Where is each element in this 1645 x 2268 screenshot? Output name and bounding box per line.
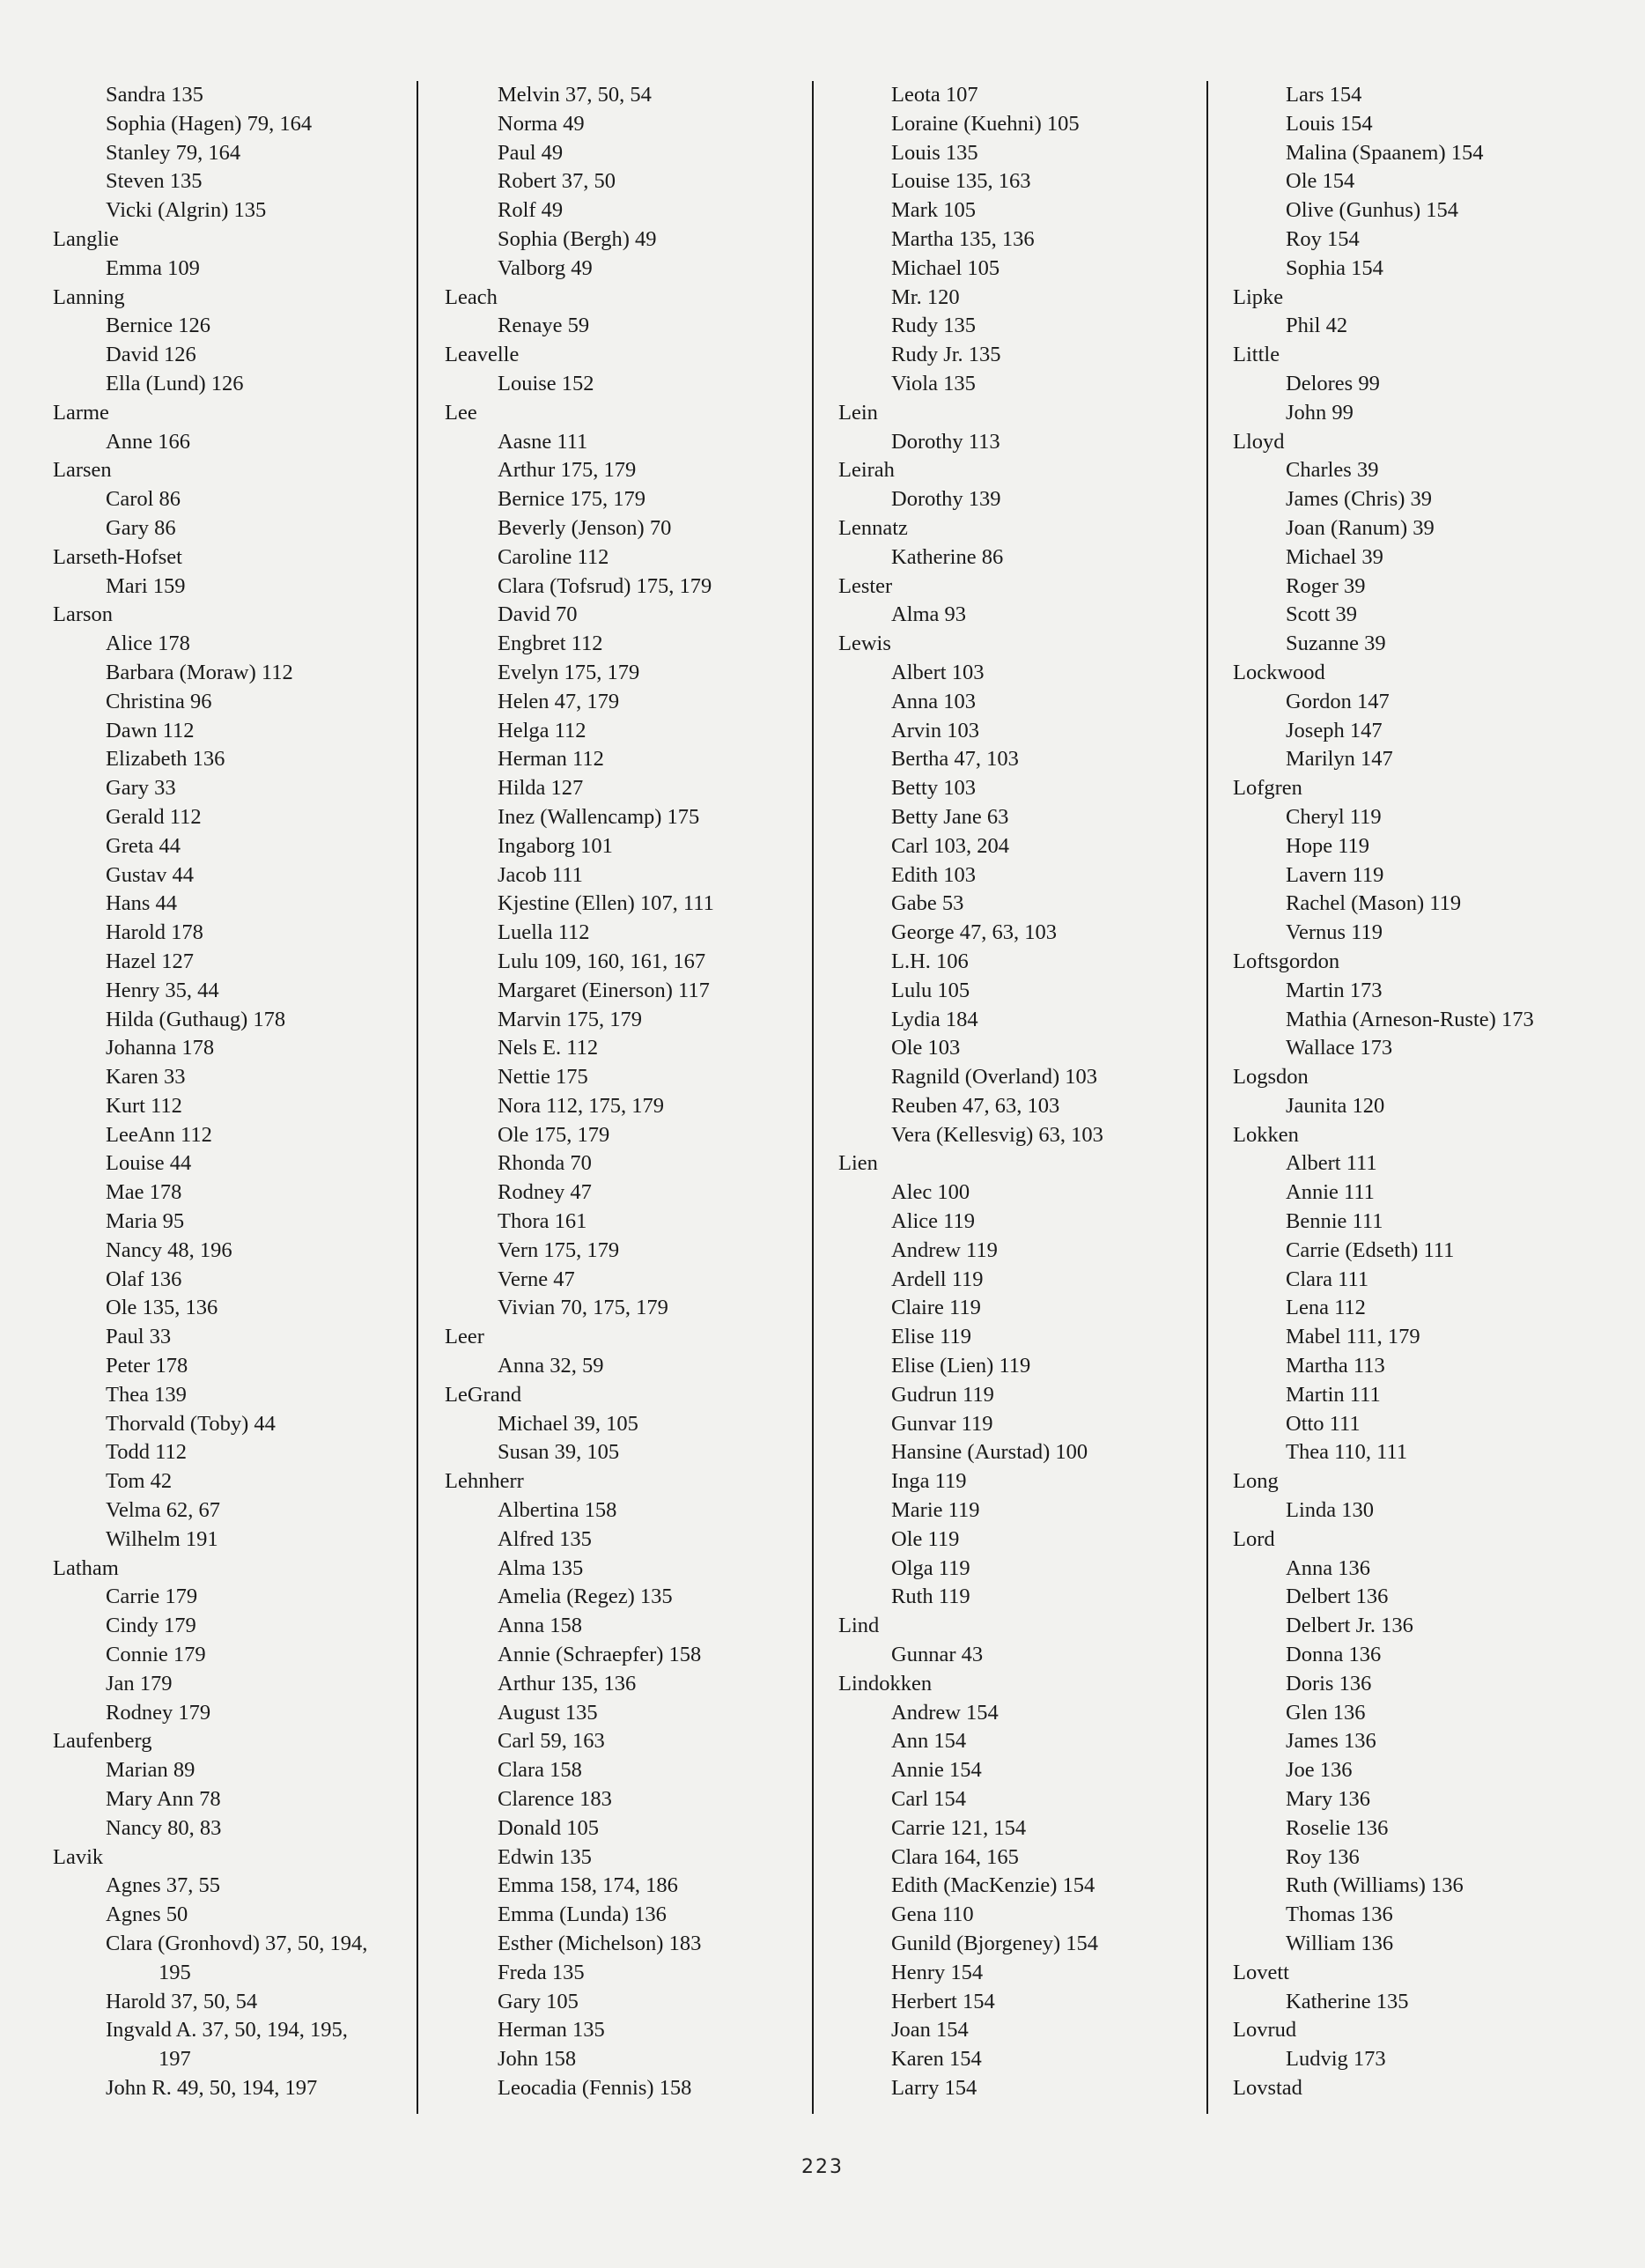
index-entry: Gordon 147: [1286, 689, 1390, 713]
index-entry: Helen 47, 179: [498, 689, 620, 713]
index-entry: Herbert 154: [891, 1989, 995, 2013]
index-entry: Connie 179: [106, 1643, 206, 1667]
column-divider: [417, 81, 418, 2114]
index-entry: Norma 49: [498, 111, 585, 136]
index-entry: Doris 136: [1286, 1671, 1372, 1695]
index-entry: Johanna 178: [106, 1036, 215, 1060]
index-entry: Sophia (Bergh) 49: [498, 226, 657, 251]
index-entry: Rolf 49: [498, 198, 564, 223]
index-entry: Hans 44: [106, 891, 177, 916]
index-entry: Olive (Gunhus) 154: [1286, 198, 1458, 223]
index-entry: Suzanne 39: [1286, 632, 1386, 656]
index-entry: Rudy 135: [891, 314, 976, 338]
index-entry: David 126: [106, 343, 196, 367]
index-entry: Stanley 79, 164: [106, 140, 241, 165]
index-entry: Ludvig 173: [1286, 2047, 1386, 2072]
index-entry: Alice 119: [891, 1209, 976, 1234]
index-entry: Margaret (Einerson) 117: [498, 978, 710, 1002]
index-entry: Nancy 80, 83: [106, 1815, 222, 1840]
index-entry: Renaye 59: [498, 314, 590, 338]
index-entry: Louise 135, 163: [891, 169, 1031, 194]
index-entry: Lars 154: [1286, 83, 1362, 107]
index-entry: Phil 42: [1286, 314, 1348, 338]
index-entry: Carrie (Edseth) 111: [1286, 1237, 1455, 1262]
index-entry: Greta 44: [106, 833, 181, 858]
surname-heading: LeGrand: [445, 1382, 522, 1407]
index-entry: James (Chris) 39: [1286, 487, 1433, 512]
index-entry: Otto 111: [1286, 1411, 1361, 1436]
index-column-2: [445, 81, 806, 2103]
index-entry: Nancy 48, 196: [106, 1237, 232, 1262]
index-entry: Michael 105: [891, 255, 1000, 280]
surname-heading: Lokken: [1233, 1122, 1299, 1147]
index-entry: Gunnar 43: [891, 1643, 984, 1667]
index-entry: Robert 37, 50: [498, 169, 616, 194]
index-entry: Gary 33: [106, 776, 176, 801]
index-entry: Karen 33: [106, 1065, 186, 1090]
index-entry: Rachel (Mason) 119: [1286, 891, 1462, 916]
index-entry: Scott 39: [1286, 602, 1357, 627]
index-entry: Carol 86: [106, 487, 181, 512]
index-entry: Marilyn 147: [1286, 747, 1393, 772]
column-divider: [1206, 81, 1208, 2114]
index-entry: Wilhelm 191: [106, 1526, 218, 1551]
index-entry: Luella 112: [498, 920, 590, 945]
index-entry: Inga 119: [891, 1469, 967, 1494]
index-entry: Rhonda 70: [498, 1151, 592, 1176]
index-entry: Roy 154: [1286, 226, 1360, 251]
surname-heading: Larseth-Hofset: [53, 544, 182, 569]
surname-heading: Leach: [445, 284, 498, 309]
index-entry: Donald 105: [498, 1815, 599, 1840]
index-entry: Betty Jane 63: [891, 804, 1009, 829]
index-entry: Jacob 111: [498, 862, 583, 887]
index-entry: Claire 119: [891, 1296, 981, 1320]
index-entry: Henry 35, 44: [106, 978, 219, 1002]
index-entry: Ole 103: [891, 1036, 961, 1060]
index-entry: Gustav 44: [106, 862, 195, 887]
index-entry: Nels E. 112: [498, 1036, 599, 1060]
index-entry: Elise 119: [891, 1325, 971, 1349]
index-entry: Barbara (Moraw) 112: [106, 660, 293, 684]
index-entry: Emma 158, 174, 186: [498, 1873, 678, 1898]
index-entry: Gudrun 119: [891, 1382, 994, 1407]
index-entry: Anna 103: [891, 689, 976, 713]
index-entry: Sophia (Hagen) 79, 164: [106, 111, 313, 136]
index-entry: August 135: [498, 1700, 598, 1725]
index-entry: Arthur 175, 179: [498, 458, 637, 483]
index-column-4: [1233, 81, 1620, 2103]
index-entry: Tom 42: [106, 1469, 173, 1494]
index-entry: Martha 135, 136: [891, 226, 1035, 251]
index-entry: Malina (Spaanem) 154: [1286, 140, 1484, 165]
surname-heading: Lord: [1233, 1526, 1275, 1551]
index-entry: Paul 49: [498, 140, 564, 165]
surname-heading: Lloyd: [1233, 429, 1285, 454]
index-entry: Martin 173: [1286, 978, 1383, 1002]
index-entry: Alice 178: [106, 632, 190, 656]
surname-heading: Larsen: [53, 458, 112, 483]
surname-heading: Loftsgordon: [1233, 949, 1340, 973]
index-entry: Vera (Kellesvig) 63, 103: [891, 1122, 1103, 1147]
index-entry: Emma (Lunda) 136: [498, 1902, 667, 1927]
index-entry: Vivian 70, 175, 179: [498, 1296, 668, 1320]
index-entry: Katherine 135: [1286, 1989, 1409, 2013]
surname-heading: Lavik: [53, 1844, 104, 1869]
index-entry: Gunild (Bjorgeney) 154: [891, 1932, 1098, 1955]
index-entry: Joseph 147: [1286, 718, 1383, 742]
index-entry: Ann 154: [891, 1729, 967, 1754]
index-entry: Agnes 37, 55: [106, 1873, 220, 1898]
index-entry: Emma 109: [106, 255, 200, 280]
page-number: 223: [801, 2156, 844, 2178]
index-entry: Dorothy 139: [891, 487, 1001, 512]
index-entry: Christina 96: [106, 689, 212, 713]
index-entry: Ole 175, 179: [498, 1122, 610, 1147]
surname-heading: Lester: [838, 573, 893, 598]
index-entry: Engbret 112: [498, 632, 603, 656]
index-entry: Ruth (Williams) 136: [1286, 1873, 1464, 1898]
index-entry: John R. 49, 50, 194, 197: [106, 2075, 318, 2100]
index-entry: Albertina 158: [498, 1498, 617, 1523]
index-entry: Carl 103, 204: [891, 833, 1010, 858]
index-entry: Sophia 154: [1286, 255, 1383, 280]
index-entry: Roselie 136: [1286, 1815, 1389, 1840]
index-entry: Vicki (Algrin) 135: [106, 198, 267, 223]
index-entry: Harold 37, 50, 54: [106, 1989, 258, 2013]
index-entry: Joe 136: [1286, 1758, 1353, 1783]
index-entry: Carrie 121, 154: [891, 1815, 1027, 1840]
index-entry: Thomas 136: [1286, 1902, 1393, 1927]
index-entry: Delbert 136: [1286, 1585, 1389, 1609]
entry-continuation: 197: [159, 2047, 191, 2072]
index-entry: Herman 135: [498, 2018, 605, 2043]
index-entry: Charles 39: [1286, 458, 1379, 483]
index-entry: Albert 111: [1286, 1151, 1377, 1176]
index-entry: Mr. 120: [891, 284, 960, 309]
index-entry: Nettie 175: [498, 1065, 588, 1090]
index-entry: Michael 39, 105: [498, 1411, 638, 1436]
index-entry: Nora 112, 175, 179: [498, 1093, 664, 1118]
index-entry: Michael 39: [1286, 544, 1383, 569]
index-entry: Loraine (Kuehni) 105: [891, 111, 1080, 136]
index-entry: Mary Ann 78: [106, 1787, 221, 1812]
index-entry: Mark 105: [891, 198, 976, 223]
surname-heading: Lovstad: [1233, 2075, 1302, 2100]
surname-heading: Little: [1233, 343, 1280, 367]
index-entry: Edith 103: [891, 862, 976, 887]
index-entry: Hilda 127: [498, 776, 584, 801]
index-entry: Clara (Tofsrud) 175, 179: [498, 573, 712, 598]
index-entry: Ingvald A. 37, 50, 194, 195,: [106, 2018, 348, 2043]
index-entry: Carl 59, 163: [498, 1729, 605, 1754]
index-entry: Wallace 173: [1286, 1036, 1393, 1060]
surname-heading: Lind: [838, 1614, 880, 1638]
index-entry: Bernice 126: [106, 314, 211, 338]
index-entry: Verne 47: [498, 1267, 575, 1291]
index-entry: Gena 110: [891, 1902, 974, 1927]
index-entry: Louis 154: [1286, 111, 1373, 136]
index-entry: Lena 112: [1286, 1296, 1366, 1320]
surname-heading: Logsdon: [1233, 1065, 1309, 1090]
index-entry: Esther (Michelson) 183: [498, 1932, 702, 1955]
index-entry: Ruth 119: [891, 1585, 970, 1609]
index-entry: Inez (Wallencamp) 175: [498, 804, 700, 829]
surname-heading: Lennatz: [838, 515, 908, 540]
index-entry: Clarence 183: [498, 1787, 612, 1812]
index-entry: Ole 119: [891, 1526, 960, 1551]
surname-heading: Leer: [445, 1325, 484, 1349]
index-column-1: [53, 81, 405, 2103]
index-entry: Sandra 135: [106, 83, 203, 107]
surname-heading: Lehnherr: [445, 1469, 524, 1494]
index-entry: Carl 154: [891, 1787, 967, 1812]
index-entry: Elizabeth 136: [106, 747, 225, 772]
index-entry: Annie 154: [891, 1758, 982, 1783]
index-entry: Ole 154: [1286, 169, 1355, 194]
index-entry: Todd 112: [106, 1440, 187, 1465]
index-entry: Reuben 47, 63, 103: [891, 1093, 1060, 1118]
index-entry: Leocadia (Fennis) 158: [498, 2075, 692, 2100]
entry-continuation: 195: [159, 1960, 191, 1984]
index-entry: Anna 32, 59: [498, 1354, 604, 1378]
index-entry: Cheryl 119: [1286, 804, 1382, 829]
index-entry: Lulu 105: [891, 978, 970, 1002]
index-entry: Clara 111: [1286, 1267, 1369, 1291]
index-entry: Ragnild (Overland) 103: [891, 1065, 1098, 1090]
index-entry: Maria 95: [106, 1209, 185, 1234]
index-entry: Cindy 179: [106, 1614, 196, 1638]
index-entry: Annie 111: [1286, 1180, 1375, 1205]
index-entry: Jaunita 120: [1286, 1093, 1385, 1118]
surname-heading: Larme: [53, 400, 109, 425]
index-entry: Andrew 119: [891, 1237, 998, 1262]
index-entry: Mathia (Arneson-Ruste) 173: [1286, 1007, 1534, 1031]
index-entry: Harold 178: [106, 920, 203, 945]
index-entry: Thorvald (Toby) 44: [106, 1411, 276, 1436]
surname-heading: Lanning: [53, 284, 125, 309]
index-entry: Anne 166: [106, 429, 190, 454]
index-entry: John 158: [498, 2047, 577, 2072]
index-entry: Steven 135: [106, 169, 203, 194]
index-entry: Bertha 47, 103: [891, 747, 1019, 772]
index-entry: L.H. 106: [891, 949, 969, 973]
surname-heading: Laufenberg: [53, 1729, 152, 1754]
index-entry: Herman 112: [498, 747, 604, 772]
index-entry: Ardell 119: [891, 1267, 984, 1291]
surname-heading: Lovrud: [1233, 2018, 1297, 2043]
index-entry: Annie (Schraepfer) 158: [498, 1643, 702, 1667]
index-entry: Karen 154: [891, 2047, 982, 2072]
index-entry: Katherine 86: [891, 544, 1004, 569]
index-entry: Paul 33: [106, 1325, 172, 1349]
index-entry: Helga 112: [498, 718, 586, 742]
index-entry: Lydia 184: [891, 1007, 978, 1031]
index-entry: William 136: [1286, 1932, 1394, 1955]
index-entry: Susan 39, 105: [498, 1440, 620, 1465]
index-entry: Viola 135: [891, 371, 976, 395]
index-entry: Martin 111: [1286, 1382, 1381, 1407]
index-entry: Mari 159: [106, 573, 186, 598]
index-entry: Leota 107: [891, 83, 978, 107]
index-entry: Hope 119: [1286, 833, 1370, 858]
index-entry: Edith (MacKenzie) 154: [891, 1873, 1095, 1898]
index-entry: Delores 99: [1286, 371, 1380, 395]
index-entry: Martha 113: [1286, 1354, 1385, 1378]
surname-heading: Leirah: [838, 458, 895, 483]
index-entry: Anna 136: [1286, 1555, 1370, 1580]
index-entry: Aasne 111: [498, 429, 588, 454]
index-entry: Agnes 50: [106, 1902, 188, 1927]
index-entry: Hazel 127: [106, 949, 194, 973]
index-entry: Kurt 112: [106, 1093, 182, 1118]
index-entry: Roy 136: [1286, 1844, 1360, 1869]
index-entry: Dawn 112: [106, 718, 195, 742]
index-entry: Alec 100: [891, 1180, 970, 1205]
index-entry: Beverly (Jenson) 70: [498, 515, 672, 540]
index-entry: Bernice 175, 179: [498, 487, 646, 512]
index-entry: Bennie 111: [1286, 1209, 1383, 1234]
index-entry: Joan 154: [891, 2018, 969, 2043]
surname-heading: Latham: [53, 1555, 119, 1580]
index-entry: Melvin 37, 50, 54: [498, 83, 652, 107]
column-divider: [812, 81, 814, 2114]
index-entry: Thea 139: [106, 1382, 187, 1407]
index-entry: Gabe 53: [891, 891, 964, 916]
index-entry: Dorothy 113: [891, 429, 1000, 454]
index-entry: Valborg 49: [498, 255, 593, 280]
index-entry: Arthur 135, 136: [498, 1671, 637, 1695]
index-entry: Larry 154: [891, 2075, 977, 2100]
index-entry: Amelia (Regez) 135: [498, 1585, 673, 1609]
index-entry: Velma 62, 67: [106, 1498, 220, 1523]
index-entry: Gary 86: [106, 515, 176, 540]
surname-heading: Lockwood: [1233, 660, 1325, 684]
index-entry: Vern 175, 179: [498, 1237, 620, 1262]
surname-heading: Lovett: [1233, 1960, 1289, 1984]
index-entry: Arvin 103: [891, 718, 980, 742]
index-entry: Marvin 175, 179: [498, 1007, 642, 1031]
surname-heading: Lindokken: [838, 1671, 933, 1695]
surname-heading: Lewis: [838, 632, 891, 656]
index-entry: Kjestine (Ellen) 107, 111: [498, 891, 714, 916]
index-entry: Hansine (Aurstad) 100: [891, 1440, 1088, 1465]
index-entry: Rodney 179: [106, 1700, 211, 1725]
index-entry: Rudy Jr. 135: [891, 343, 1001, 367]
index-entry: Lulu 109, 160, 161, 167: [498, 949, 706, 973]
surname-heading: Larson: [53, 602, 114, 627]
index-entry: Freda 135: [498, 1960, 585, 1984]
index-entry: Clara 158: [498, 1758, 582, 1783]
index-entry: Marian 89: [106, 1758, 195, 1783]
index-entry: Marie 119: [891, 1498, 980, 1523]
index-entry: Clara (Gronhovd) 37, 50, 194,: [106, 1932, 368, 1955]
index-entry: Alfred 135: [498, 1526, 592, 1551]
surname-heading: Long: [1233, 1469, 1279, 1494]
surname-heading: Lee: [445, 400, 477, 425]
index-entry: Thora 161: [498, 1209, 587, 1234]
index-entry: Albert 103: [891, 660, 985, 684]
index-entry: Evelyn 175, 179: [498, 660, 640, 684]
index-entry: Henry 154: [891, 1960, 984, 1984]
index-entry: Olga 119: [891, 1555, 970, 1580]
index-entry: Joan (Ranum) 39: [1286, 515, 1435, 540]
index-entry: Carrie 179: [106, 1585, 198, 1609]
index-entry: Louis 135: [891, 140, 978, 165]
index-entry: Olaf 136: [106, 1267, 182, 1291]
index-entry: George 47, 63, 103: [891, 920, 1058, 945]
index-entry: David 70: [498, 602, 578, 627]
index-entry: Ole 135, 136: [106, 1296, 218, 1320]
index-entry: Rodney 47: [498, 1180, 592, 1205]
index-entry: Clara 164, 165: [891, 1844, 1019, 1869]
index-entry: Thea 110, 111: [1286, 1440, 1408, 1465]
index-entry: John 99: [1286, 400, 1354, 425]
index-entry: Louise 152: [498, 371, 594, 395]
index-entry: Glen 136: [1286, 1700, 1366, 1725]
index-entry: Ingaborg 101: [498, 833, 613, 858]
index-entry: Linda 130: [1286, 1498, 1375, 1523]
index-entry: Ella (Lund) 126: [106, 371, 244, 395]
index-entry: Roger 39: [1286, 573, 1366, 598]
index-entry: Betty 103: [891, 776, 976, 801]
index-entry: Caroline 112: [498, 544, 609, 569]
surname-heading: Lien: [838, 1151, 878, 1176]
surname-heading: Leavelle: [445, 343, 520, 367]
index-entry: Alma 93: [891, 602, 967, 627]
index-column-3: [838, 81, 1199, 2103]
surname-heading: Langlie: [53, 226, 119, 251]
index-entry: Elise (Lien) 119: [891, 1354, 1031, 1378]
index-entry: Mary 136: [1286, 1787, 1370, 1812]
surname-heading: Lofgren: [1233, 776, 1302, 801]
index-entry: Mae 178: [106, 1180, 182, 1205]
index-entry: Gary 105: [498, 1989, 579, 2013]
index-entry: Alma 135: [498, 1555, 584, 1580]
index-entry: Gerald 112: [106, 804, 202, 829]
index-entry: Anna 158: [498, 1614, 582, 1638]
index-entry: Donna 136: [1286, 1643, 1382, 1667]
surname-heading: Lein: [838, 400, 878, 425]
surname-heading: Lipke: [1233, 284, 1284, 309]
index-entry: Gunvar 119: [891, 1411, 993, 1436]
index-entry: LeeAnn 112: [106, 1122, 212, 1147]
index-entry: Andrew 154: [891, 1700, 999, 1725]
index-entry: Lavern 119: [1286, 862, 1384, 887]
index-entry: James 136: [1286, 1729, 1376, 1754]
index-entry: Mabel 111, 179: [1286, 1325, 1420, 1349]
index-entry: Peter 178: [106, 1354, 188, 1378]
index-entry: Vernus 119: [1286, 920, 1383, 945]
index-entry: Louise 44: [106, 1151, 192, 1176]
index-entry: Delbert Jr. 136: [1286, 1614, 1413, 1638]
index-entry: Hilda (Guthaug) 178: [106, 1007, 286, 1031]
index-entry: Edwin 135: [498, 1844, 592, 1869]
index-entry: Jan 179: [106, 1671, 173, 1695]
